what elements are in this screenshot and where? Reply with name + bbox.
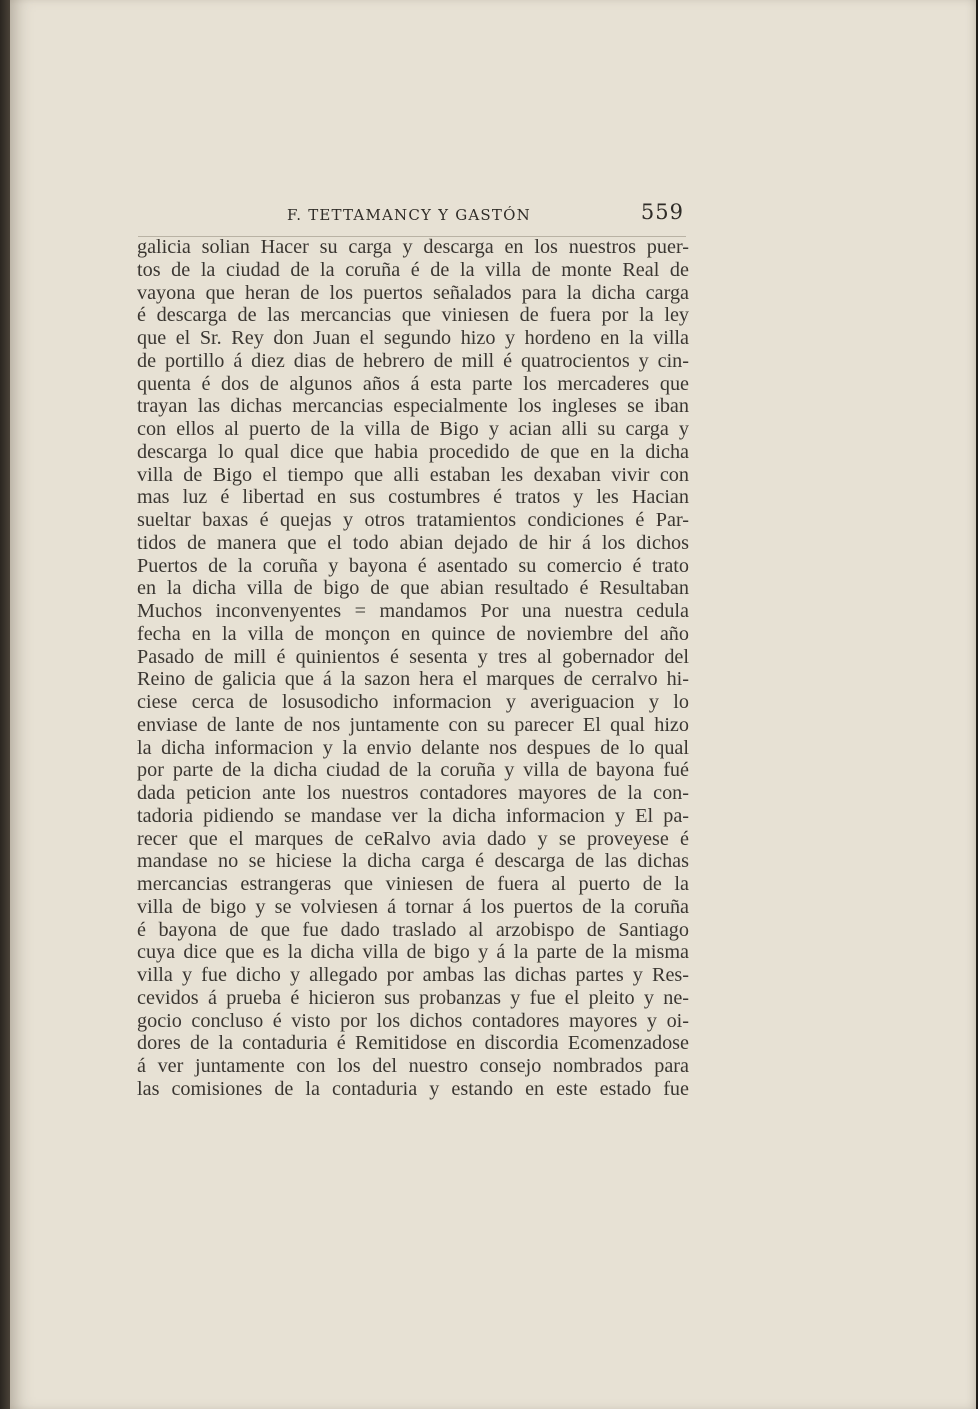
running-title: F. TETTAMANCY Y GASTÓN (287, 206, 531, 224)
page-number: 559 (640, 200, 684, 224)
text-line: fecha en la villa de monçon en quince de noviembre del año (137, 622, 689, 645)
text-line: mercancias estrangeras que viniesen de fuera al puerto de la (137, 873, 689, 895)
text-line: descarga lo qual dice que habia procedido de que en la dicha (137, 440, 689, 463)
text-line: é descarga de las mercancias que viniesen de fuera por la ley (137, 304, 689, 327)
text-line: villa y fue dicho y allegado por ambas las dichas partes y Res- (137, 964, 689, 986)
text-line: mas luz é libertad en sus costumbres é tratos y les Hacian (137, 486, 689, 509)
text-line: gocio concluso é visto por los dichos contadores mayores y oi- (137, 1009, 689, 1032)
text-line: trayan las dichas mercancias especialmente los ingleses se iban (137, 395, 689, 418)
text-line: Muchos inconvenyentes = mandamos Por una nuestra cedula (137, 600, 689, 622)
body-text (137, 236, 689, 1101)
text-line: recer que el marques de ceRalvo avia dado y se proveyese é (137, 827, 689, 850)
text-line: Pasado de mill é quinientos é sesenta y tres al gobernador del (137, 645, 689, 668)
text-line: tos de la ciudad de la coruña é de la villa de monte Real de (137, 258, 689, 281)
text-line: é bayona de que fue dado traslado al arzobispo de Santiago (137, 918, 689, 941)
text-line: las comisiones de la contaduria y estando en este estado fue (137, 1077, 689, 1100)
text-line: villa de bigo y se volviesen á tornar á los puertos de la coruña (137, 895, 689, 918)
text-line: Reino de galicia que á la sazon hera el marques de cerralvo hi- (137, 668, 689, 691)
page-header (124, 198, 684, 228)
text-line: villa de Bigo el tiempo que alli estaban les dexaban vivir con (137, 463, 689, 486)
text-line: quenta é dos de algunos años á esta parte los mercaderes que (137, 372, 689, 395)
text-line: mandase no se hiciese la dicha carga é descarga de las dichas (137, 850, 689, 873)
text-line: en la dicha villa de bigo de que abian resultado é Resultaban (137, 577, 689, 600)
text-line: galicia solian Hacer su carga y descarga en los nuestros puer- (137, 236, 689, 258)
text-line: cuya dice que es la dicha villa de bigo y á la parte de la misma (137, 941, 689, 964)
text-line: dada peticion ante los nuestros contadores mayores de la con- (137, 782, 689, 804)
text-line: ciese cerca de losusodicho informacion y averiguacion y lo (137, 691, 689, 713)
text-line: tidos de manera que el todo abian dejado de hir á los dichos (137, 531, 689, 554)
text-line: con ellos al puerto de la villa de Bigo y acian alli su carga y (137, 418, 689, 440)
text-line: vayona que heran de los puertos señalados para la dicha carga (137, 281, 689, 304)
text-line: de portillo á diez dias de hebrero de mill é quatrocientos y cin- (137, 349, 689, 372)
book-spine (0, 0, 10, 1409)
text-line: Puertos de la coruña y bayona é asentado su comercio é trato (137, 554, 689, 577)
text-line: tadoria pidiendo se mandase ver la dicha informacion y El pa- (137, 804, 689, 827)
text-line: sueltar baxas é quejas y otros tratamientos condiciones é Par- (137, 509, 689, 531)
text-line: la dicha informacion y la envio delante nos despues de lo qual (137, 736, 689, 759)
text-line: á ver juntamente con los del nuestro consejo nombrados para (137, 1055, 689, 1077)
text-line: que el Sr. Rey don Juan el segundo hizo y hordeno en la villa (137, 327, 689, 349)
text-line: por parte de la dicha ciudad de la coruña y villa de bayona fué (137, 759, 689, 782)
text-line: cevidos á prueba é hicieron sus probanzas y fue el pleito y ne- (137, 986, 689, 1009)
text-line: dores de la contaduria é Remitidose en discordia Ecomenzadose (137, 1032, 689, 1055)
text-line: enviase de lante de nos juntamente con su parecer El qual hizo (137, 713, 689, 736)
